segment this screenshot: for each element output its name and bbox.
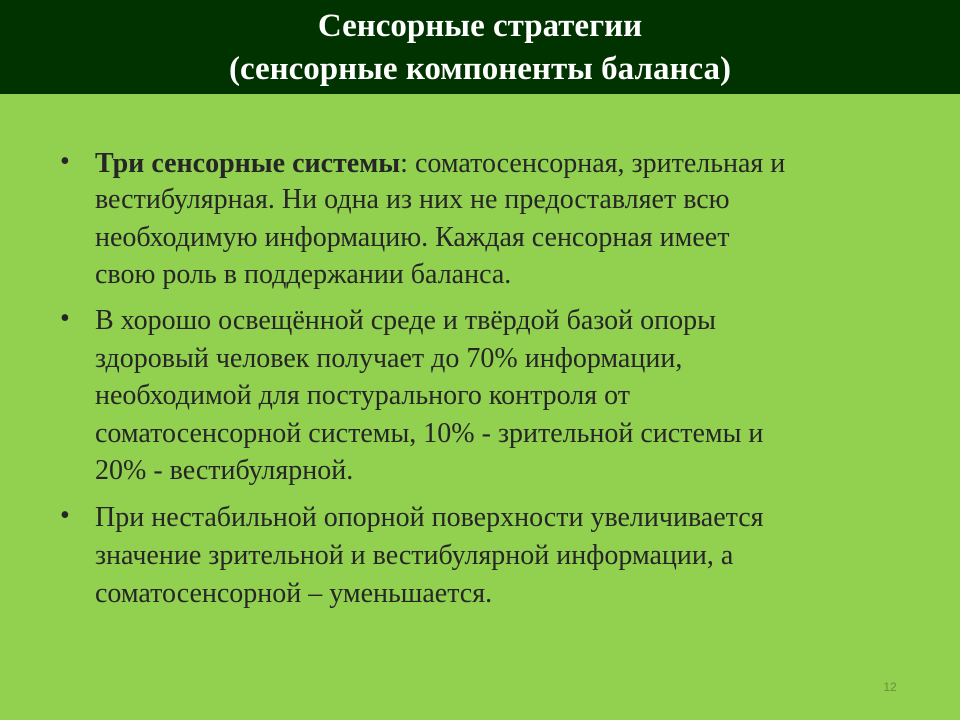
bullet-1-line-1-rest: : соматосенсорная, зрительная и — [400, 148, 786, 179]
slide-title-line-1: Сенсорные стратегии — [317, 8, 643, 44]
bullet-2-line-3: необходимой для постурального контроля от — [95, 380, 631, 411]
bullet-1-lead: Три сенсорные системы — [95, 148, 401, 179]
bullet-1-line-2: вестибулярная. Ни одна из них не предоставляет всю — [95, 184, 730, 215]
bullet-2-line-5: 20% - вестибулярной. — [95, 455, 354, 486]
bullet-1-line-1 — [95, 146, 785, 182]
bullet-2-line-1: В хорошо освещённой среде и твёрдой базой опоры — [95, 305, 716, 336]
slide-title-line-2: (сенсорные компоненты баланса) — [228, 51, 732, 87]
page-number: 12 — [883, 680, 897, 694]
bullet-3-line-3: соматосенсорной – уменьшается. — [95, 578, 493, 609]
bullet-1-line-4: свою роль в поддержании баланса. — [95, 259, 512, 290]
bullet-2-line-4: соматосенсорной системы, 10% - зрительной системы и — [95, 418, 764, 449]
bullet-2-line-2: здоровый человек получает до 70% информации, — [95, 343, 683, 374]
bullet-1-line-3: необходимую информацию. Каждая сенсорная имеет — [95, 222, 730, 253]
bullet-marker: • — [60, 303, 70, 334]
bullet-3-line-2: значение зрительной и вестибулярной информации, а — [95, 540, 734, 571]
bullet-marker: • — [60, 146, 70, 177]
bullet-3-line-1: При нестабильной опорной поверхности увеличивается — [95, 502, 764, 533]
bullet-marker: • — [60, 500, 70, 531]
